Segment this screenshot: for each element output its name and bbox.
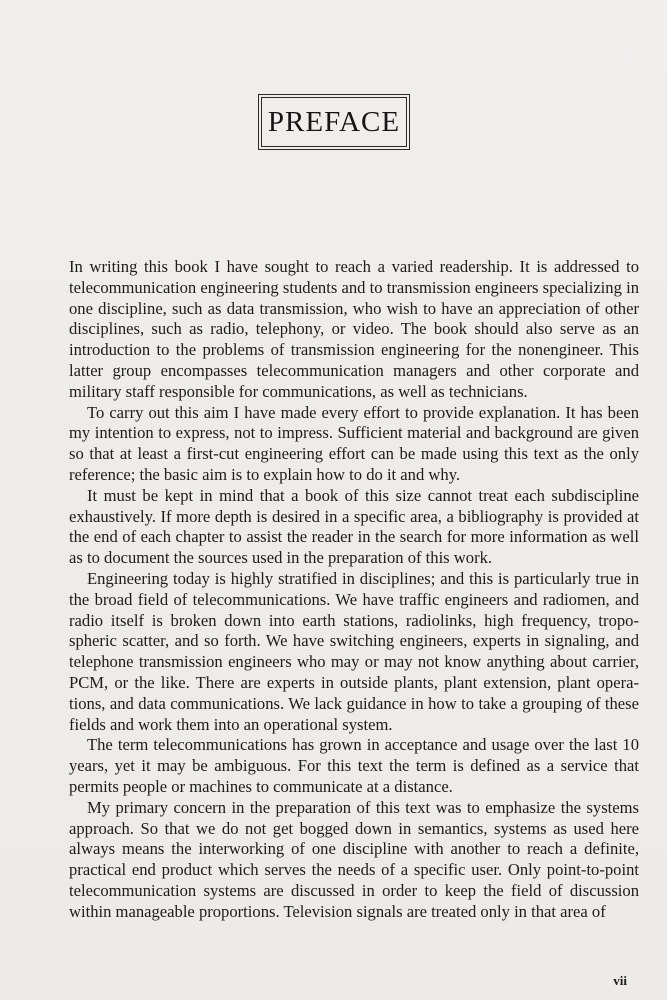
paragraph-6: My primary concern in the preparation of this text was to emphasize the systems approach. So that we do not get bogged down in semantics, systems as used here always means the interworking of one discipline with another to reach a definite, practical end product which serves the needs of a specific user. Only point-to-point telecommunication systems are discussed in order to keep the field of discussion within manageable proportions. Television signals are treated only in that area of	[69, 797, 639, 921]
paragraph-2: To carry out this aim I have made every effort to provide explanation. It has been my intention to express, not to impress. Sufficient material and background are given so that at least a first-cut engineering effort can be made using this text as the only reference; the basic aim is to explain how to do it and why.	[69, 402, 639, 484]
title-frame-inner	[261, 97, 407, 147]
paragraph-5: The term telecommunications has grown in acceptance and usage over the last 10 years, yet it may be ambiguous. For this text the term is defined as a service that permits people or machines to communicate at a distance.	[69, 735, 639, 796]
title-frame	[258, 94, 410, 150]
paragraph-3: It must be kept in mind that a book of this size cannot treat each subdiscipline exhaustively. If more depth is desired in a specific area, a bibliography is provided at the end of each chapter to assist the reader in the search for more information as well as to document the sources used in the preparation of this work.	[69, 485, 639, 568]
preface-body	[69, 257, 639, 923]
page-title: PREFACE	[267, 105, 401, 138]
paragraph-1: In writing this book I have sought to reach a varied readership. It is addressed to telecommunication engineering students and to transmission engineers specializing in one discipline, such as data transmission, who wish to have an appreciation of other disciplines, such as radio, telephony, or video. The book should also serve as an introduction to the problems of transmission engineering for the nonengineer. This latter group encompasses telecommunication managers and other corporate and military staff responsible for communications, as well as technicians.	[69, 257, 639, 401]
page-number: vii	[613, 973, 627, 988]
paragraph-4: Engineering today is highly stratified in disciplines; and this is particularly true in the broad field of telecommunications. We have traffic engineers and radiomen, and radio itself is broken down into earth stations, radiolinks, high frequency, tropospheric scatter, and so forth. We have switching engineers, experts in signaling, and telephone transmission engineers who may or may not know anything about carrier, PCM, or the like. There are experts in outside plants, plant extension, plant operations, and data communications. We lack guidance in how to take a grouping of these fields and work them into an operational system.	[69, 568, 639, 734]
